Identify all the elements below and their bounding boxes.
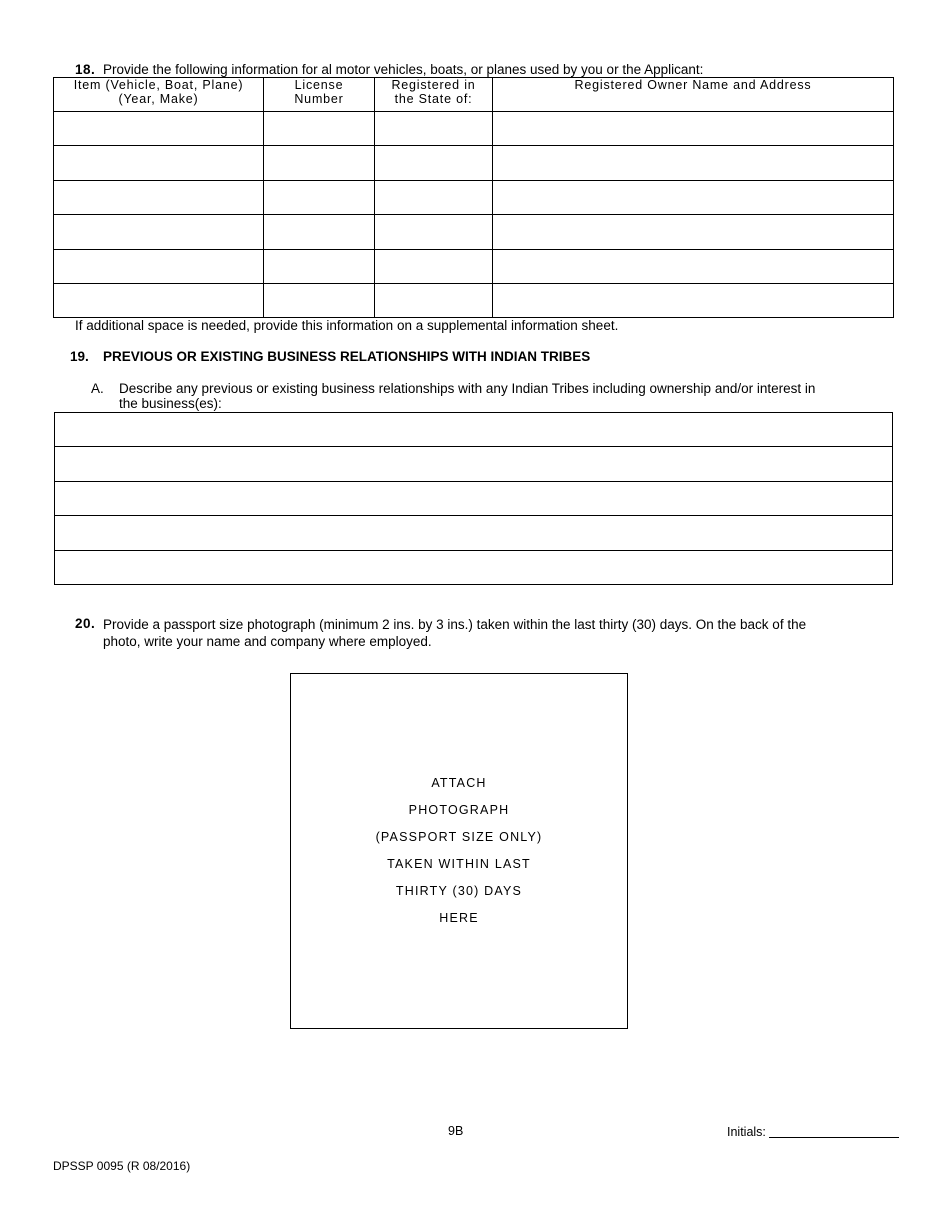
item-cell[interactable] [54,215,264,249]
q18-prompt [75,62,703,77]
state-cell[interactable] [375,215,493,249]
photo-instructions [291,774,627,936]
owner-cell[interactable] [493,283,894,317]
table-row [55,481,893,515]
q18-note: If additional space is needed, provide this information on a supplemental information sheet. [75,318,619,333]
q19-a-line1: Describe any previous or existing business relationships with any Indian Tribes including ownership and/or interest in [119,381,816,396]
q19-title: PREVIOUS OR EXISTING BUSINESS RELATIONSHIPS WITH INDIAN TRIBES [103,349,591,364]
business-relationships-box [54,412,893,585]
license-cell[interactable] [264,249,375,283]
state-cell[interactable] [375,283,493,317]
item-cell[interactable] [54,283,264,317]
q20-prompt [103,616,806,650]
owner-cell[interactable] [493,215,894,249]
q19-a-label: A. [91,381,104,396]
photo-line: TAKEN WITHIN LAST [387,857,531,871]
initials-field[interactable] [769,1137,899,1138]
state-cell[interactable] [375,180,493,214]
item-cell[interactable] [54,146,264,180]
photo-line: PHOTOGRAPH [408,803,510,817]
table-row [55,550,893,584]
q19-number: 19. [70,349,89,364]
state-cell[interactable] [375,112,493,146]
q20-line1: Provide a passport size photograph (minimum 2 ins. by 3 ins.) taken within the last thirty (30) days. On the back of the [103,617,807,632]
state-cell[interactable] [375,146,493,180]
photo-line: ATTACH [431,776,487,790]
owner-cell[interactable] [493,249,894,283]
license-cell[interactable] [264,283,375,317]
item-cell[interactable] [54,112,264,146]
q19-heading [70,349,591,364]
answer-line[interactable] [55,481,893,515]
license-cell[interactable] [264,215,375,249]
state-cell[interactable] [375,249,493,283]
q20-line2: photo, write your name and company where employed. [103,634,432,649]
table-row [54,283,894,317]
col-header-state: Registered in the State of: [375,78,493,112]
table-row [55,447,893,481]
item-cell[interactable] [54,249,264,283]
table-row [54,112,894,146]
photo-line: HERE [439,911,479,925]
table-row [55,516,893,550]
col-header-owner: Registered Owner Name and Address [493,78,894,112]
license-cell[interactable] [264,180,375,214]
answer-line[interactable] [55,516,893,550]
table-row [54,249,894,283]
q20-number [75,616,95,631]
q19-a-prompt [119,381,815,411]
page-number: 9B [448,1124,464,1138]
initials-label: Initials: [727,1125,766,1139]
owner-cell[interactable] [493,180,894,214]
photo-line: (PASSPORT SIZE ONLY) [375,830,543,844]
table-row [55,413,893,447]
answer-line[interactable] [55,550,893,584]
table-row [54,215,894,249]
table-row [54,146,894,180]
owner-cell[interactable] [493,112,894,146]
col-header-item: Item (Vehicle, Boat, Plane) (Year, Make) [54,78,264,112]
photo-line: THIRTY (30) DAYS [395,884,523,898]
col-header-license: License Number [264,78,375,112]
form-id: DPSSP 0095 (R 08/2016) [53,1159,191,1173]
q20-number-text: 20. [75,616,96,631]
answer-line[interactable] [55,447,893,481]
owner-cell[interactable] [493,146,894,180]
item-cell[interactable] [54,180,264,214]
photo-attach-box[interactable] [290,673,628,1029]
q19-a-line2: the business(es): [119,396,222,411]
vehicles-table [53,77,894,318]
license-cell[interactable] [264,112,375,146]
answer-line[interactable] [55,413,893,447]
q18-number: 18. [75,62,96,77]
q18-text: Provide the following information for al motor vehicles, boats, or planes used by you or the Applicant: [103,62,704,77]
license-cell[interactable] [264,146,375,180]
table-row [54,180,894,214]
